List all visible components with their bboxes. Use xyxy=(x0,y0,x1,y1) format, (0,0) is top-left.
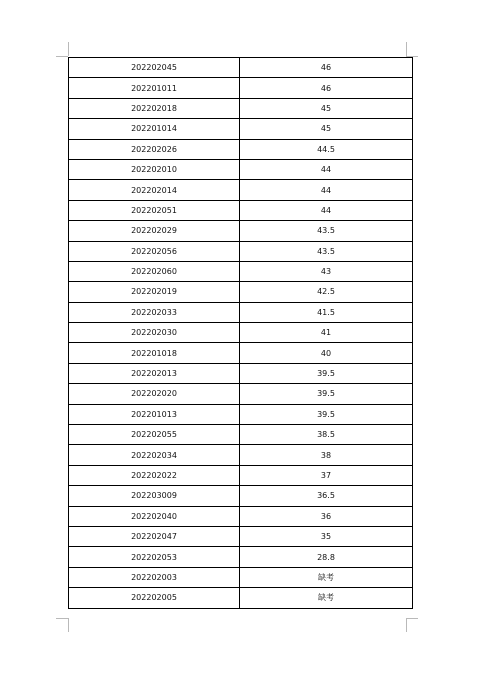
score-cell: 40 xyxy=(240,343,413,363)
candidate-id-cell: 202202013 xyxy=(69,363,240,383)
candidate-id-cell: 202202053 xyxy=(69,547,240,567)
crop-mark-bottom-right-v xyxy=(406,618,407,632)
table-row xyxy=(69,343,413,363)
table-row xyxy=(69,363,413,383)
table-row xyxy=(69,445,413,465)
score-cell: 44.5 xyxy=(240,139,413,159)
table-row xyxy=(69,384,413,404)
score-cell: 38.5 xyxy=(240,425,413,445)
crop-mark-bottom-left-h xyxy=(56,618,68,619)
candidate-id-cell: 202202056 xyxy=(69,241,240,261)
score-cell: 46 xyxy=(240,58,413,78)
score-cell: 36.5 xyxy=(240,486,413,506)
table-row xyxy=(69,526,413,546)
table-row xyxy=(69,323,413,343)
crop-mark-top-left-v xyxy=(68,42,69,56)
crop-mark-top-left-h xyxy=(56,56,68,57)
score-cell: 37 xyxy=(240,465,413,485)
score-cell: 35 xyxy=(240,526,413,546)
table-row xyxy=(69,486,413,506)
candidate-id-cell: 202202060 xyxy=(69,261,240,281)
score-cell: 44 xyxy=(240,200,413,220)
score-cell: 46 xyxy=(240,78,413,98)
crop-mark-bottom-right-h xyxy=(406,618,418,619)
score-cell: 36 xyxy=(240,506,413,526)
candidate-id-cell: 202201011 xyxy=(69,78,240,98)
table-row xyxy=(69,567,413,587)
score-cell: 39.5 xyxy=(240,363,413,383)
candidate-id-cell: 202202034 xyxy=(69,445,240,465)
candidate-id-cell: 202202010 xyxy=(69,159,240,179)
score-cell: 缺考 xyxy=(240,588,413,608)
score-cell: 28.8 xyxy=(240,547,413,567)
table-row xyxy=(69,425,413,445)
table-row xyxy=(69,261,413,281)
score-cell: 43 xyxy=(240,261,413,281)
score-cell: 39.5 xyxy=(240,404,413,424)
candidate-id-cell: 202202014 xyxy=(69,180,240,200)
candidate-id-cell: 202203009 xyxy=(69,486,240,506)
candidate-id-cell: 202202030 xyxy=(69,323,240,343)
score-cell: 42.5 xyxy=(240,282,413,302)
crop-mark-top-right-v xyxy=(406,42,407,56)
candidate-id-cell: 202202020 xyxy=(69,384,240,404)
candidate-id-cell: 202201013 xyxy=(69,404,240,424)
table-row xyxy=(69,547,413,567)
candidate-id-cell: 202202018 xyxy=(69,98,240,118)
table-row xyxy=(69,119,413,139)
table-row xyxy=(69,58,413,78)
score-cell: 39.5 xyxy=(240,384,413,404)
candidate-id-cell: 202202045 xyxy=(69,58,240,78)
candidate-id-cell: 202202005 xyxy=(69,588,240,608)
table-row xyxy=(69,78,413,98)
candidate-id-cell: 202202047 xyxy=(69,526,240,546)
table-row xyxy=(69,159,413,179)
table-row xyxy=(69,139,413,159)
candidate-id-cell: 202202029 xyxy=(69,221,240,241)
candidate-id-cell: 202202022 xyxy=(69,465,240,485)
score-cell: 44 xyxy=(240,180,413,200)
candidate-id-cell: 202202003 xyxy=(69,567,240,587)
candidate-id-cell: 202202055 xyxy=(69,425,240,445)
score-cell: 45 xyxy=(240,119,413,139)
table-row xyxy=(69,180,413,200)
candidate-id-cell: 202202040 xyxy=(69,506,240,526)
table-row xyxy=(69,221,413,241)
score-cell: 41 xyxy=(240,323,413,343)
score-table-body xyxy=(69,58,413,609)
score-cell: 45 xyxy=(240,98,413,118)
candidate-id-cell: 202202033 xyxy=(69,302,240,322)
candidate-id-cell: 202202051 xyxy=(69,200,240,220)
table-row xyxy=(69,506,413,526)
crop-mark-bottom-left-v xyxy=(68,618,69,632)
score-cell: 38 xyxy=(240,445,413,465)
score-cell: 44 xyxy=(240,159,413,179)
score-table xyxy=(68,57,413,609)
table-row xyxy=(69,241,413,261)
candidate-id-cell: 202202019 xyxy=(69,282,240,302)
table-row xyxy=(69,282,413,302)
table-row xyxy=(69,404,413,424)
table-row xyxy=(69,588,413,608)
score-cell: 43.5 xyxy=(240,241,413,261)
table-row xyxy=(69,302,413,322)
candidate-id-cell: 202201018 xyxy=(69,343,240,363)
score-cell: 43.5 xyxy=(240,221,413,241)
score-cell: 41.5 xyxy=(240,302,413,322)
table-row xyxy=(69,200,413,220)
table-row xyxy=(69,465,413,485)
candidate-id-cell: 202202026 xyxy=(69,139,240,159)
candidate-id-cell: 202201014 xyxy=(69,119,240,139)
table-row xyxy=(69,98,413,118)
score-cell: 缺考 xyxy=(240,567,413,587)
